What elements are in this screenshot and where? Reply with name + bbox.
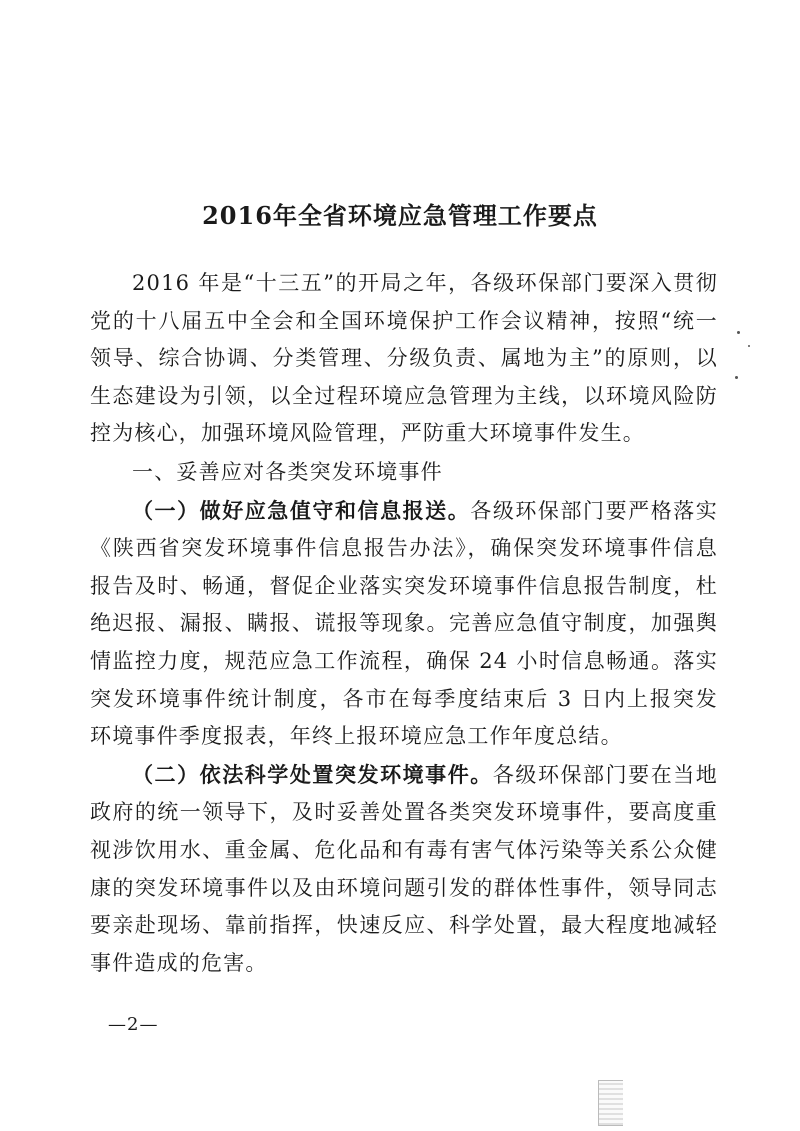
paragraph-text: 各级环保部门要在当地政府的统一领导下，及时妥善处置各类突发环境事件，要高度重视涉饮用水、重金属、危化品和有毒有害气体污染等关系公众健康的突发环境事件以及由环境问题引发的群体性事件，领导同志要亲赴现场、靠前指挥，快速反应、科学处置，最大程度地减轻事件造成的危害。 — [90, 762, 719, 975]
section-heading-text: 一、妥善应对各类突发环境事件 — [132, 459, 443, 484]
paragraph-text: 2016 年是“十三五”的开局之年，各级环保部门要深入贯彻党的十八届五中全会和全国环境保护工作会议精神，按照“统一领导、综合协调、分类管理、分级负责、属地为主”的原则，以生态建设为引领，以全过程环境应急管理为主线，以环境风险防控为核心，加强环境风险管理，严防重大环境事件发生。 — [90, 271, 718, 446]
section-heading — [90, 453, 718, 492]
scan-speck — [735, 376, 738, 379]
subsection-heading: （二）依法科学处置突发环境事件。 — [132, 761, 493, 787]
page-number: —2— — [108, 1014, 159, 1035]
subsection-heading: （一）做好应急值守和信息报送。 — [132, 497, 471, 523]
scan-speck — [748, 345, 750, 347]
scan-speck — [737, 331, 740, 334]
subsection-paragraph — [90, 756, 718, 983]
binding-edge-mark — [598, 1080, 623, 1126]
intro-paragraph — [90, 264, 718, 453]
document-title: 2016年全省环境应急管理工作要点 — [202, 201, 598, 230]
subsection-paragraph — [90, 492, 718, 756]
paragraph-text: 各级环保部门要严格落实《陕西省突发环境事件信息报告办法》，确保突发环境事件信息报告及时、畅通，督促企业落实突发环境事件信息报告制度，杜绝迟报、漏报、瞒报、谎报等现象。完善应急值守制度，加强舆情监控力度，规范应急工作流程，确保 24 小时信息畅通。落实突发环境事件统计制度，各市在每季度结束后 3 日内上报突发环境事件季度报表，年终上报环境应急工作年度总结。 — [90, 498, 718, 749]
document-body — [90, 264, 718, 982]
